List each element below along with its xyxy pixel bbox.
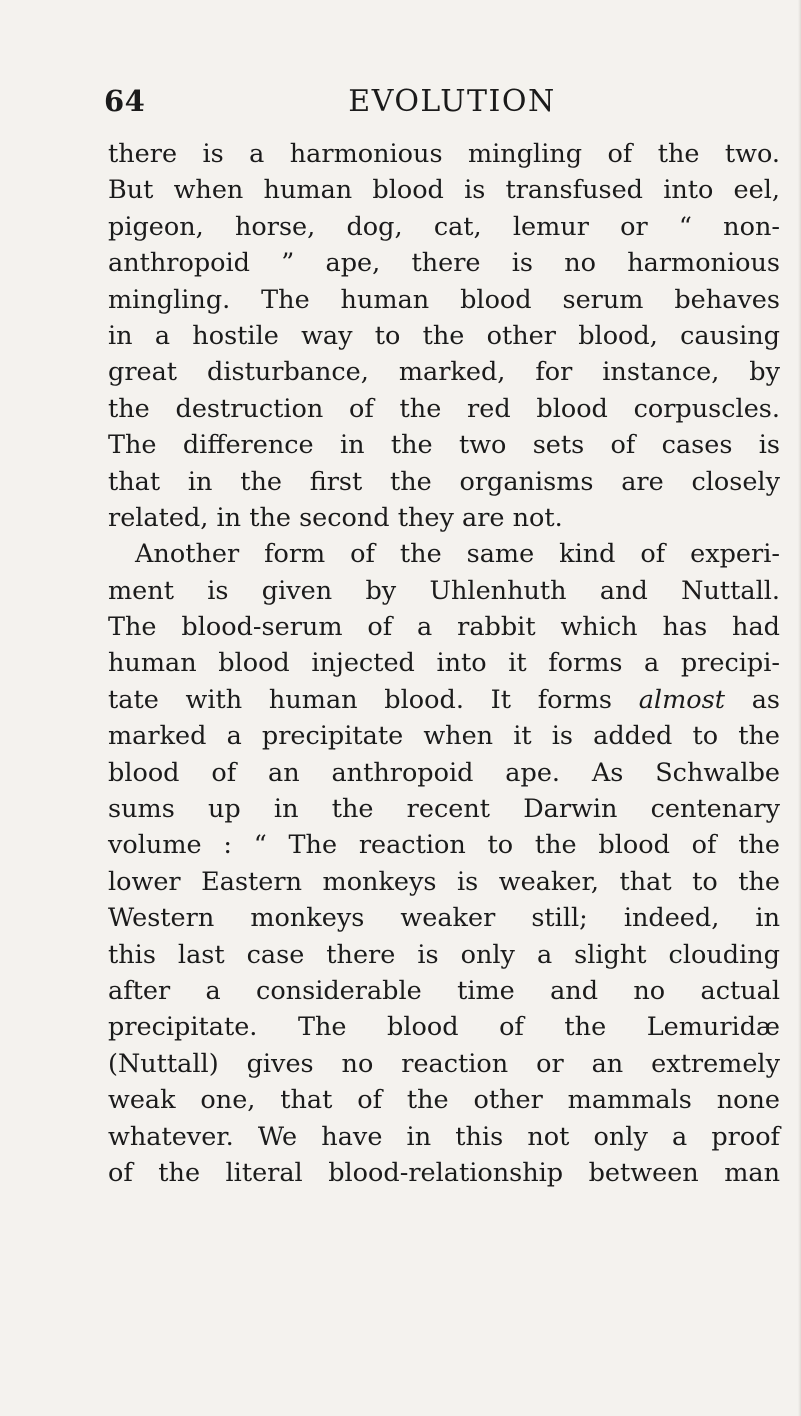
text-line: blood of an anthropoid ape. As Schwalbe bbox=[108, 757, 780, 788]
text-line: Western monkeys weaker still; indeed, in bbox=[108, 903, 780, 934]
text-segment: tate with human blood. It forms bbox=[108, 684, 639, 715]
text-line: weak one, that of the other mammals none bbox=[108, 1085, 780, 1116]
text-line: human blood injected into it forms a precipi- bbox=[108, 648, 780, 679]
text-line: marked a precipitate when it is added to the bbox=[108, 721, 780, 752]
page-header bbox=[104, 84, 764, 128]
text-line: sums up in the recent Darwin centenary bbox=[108, 794, 780, 825]
text-line: related, in the second they are not. bbox=[108, 502, 563, 533]
running-head: EVOLUTION bbox=[348, 84, 556, 119]
text-line: whatever. We have in this not only a proof bbox=[108, 1121, 780, 1152]
italic-word: almost bbox=[638, 684, 725, 715]
text-line: after a considerable time and no actual bbox=[108, 975, 780, 1006]
text-line: lower Eastern monkeys is weaker, that to the bbox=[108, 866, 780, 897]
text-line: Another form of the same kind of experi- bbox=[135, 539, 780, 570]
text-line: (Nuttall) gives no reaction or an extremely bbox=[108, 1048, 780, 1079]
text-line-with-italic bbox=[108, 682, 780, 718]
text-line: of the literal blood-relationship between man bbox=[108, 1157, 780, 1188]
text-line: there is a harmonious mingling of the two. bbox=[108, 139, 780, 169]
text-line: anthropoid ” ape, there is no harmonious bbox=[108, 248, 780, 279]
body-text bbox=[108, 136, 780, 1191]
text-line: The difference in the two sets of cases is bbox=[108, 430, 780, 461]
text-line: volume : “ The reaction to the blood of the bbox=[108, 830, 780, 861]
text-line: great disturbance, marked, for instance, by bbox=[108, 357, 780, 388]
text-line: this last case there is only a slight clouding bbox=[108, 939, 780, 970]
text-line: pigeon, horse, dog, cat, lemur or “ non- bbox=[108, 211, 780, 242]
text-line: that in the first the organisms are closely bbox=[108, 466, 780, 497]
text-line: in a hostile way to the other blood, causing bbox=[108, 320, 780, 351]
text-line: precipitate. The blood of the Lemuridæ bbox=[108, 1012, 780, 1043]
text-line: mingling. The human blood serum behaves bbox=[108, 284, 780, 315]
text-line: ment is given by Uhlenhuth and Nuttall. bbox=[108, 575, 780, 606]
text-line: But when human blood is transfused into eel, bbox=[108, 175, 780, 206]
text-line: the destruction of the red blood corpuscles. bbox=[108, 393, 780, 424]
page-number: 64 bbox=[104, 84, 146, 118]
text-line: The blood-serum of a rabbit which has had bbox=[108, 612, 780, 643]
text-segment: as bbox=[724, 684, 780, 715]
